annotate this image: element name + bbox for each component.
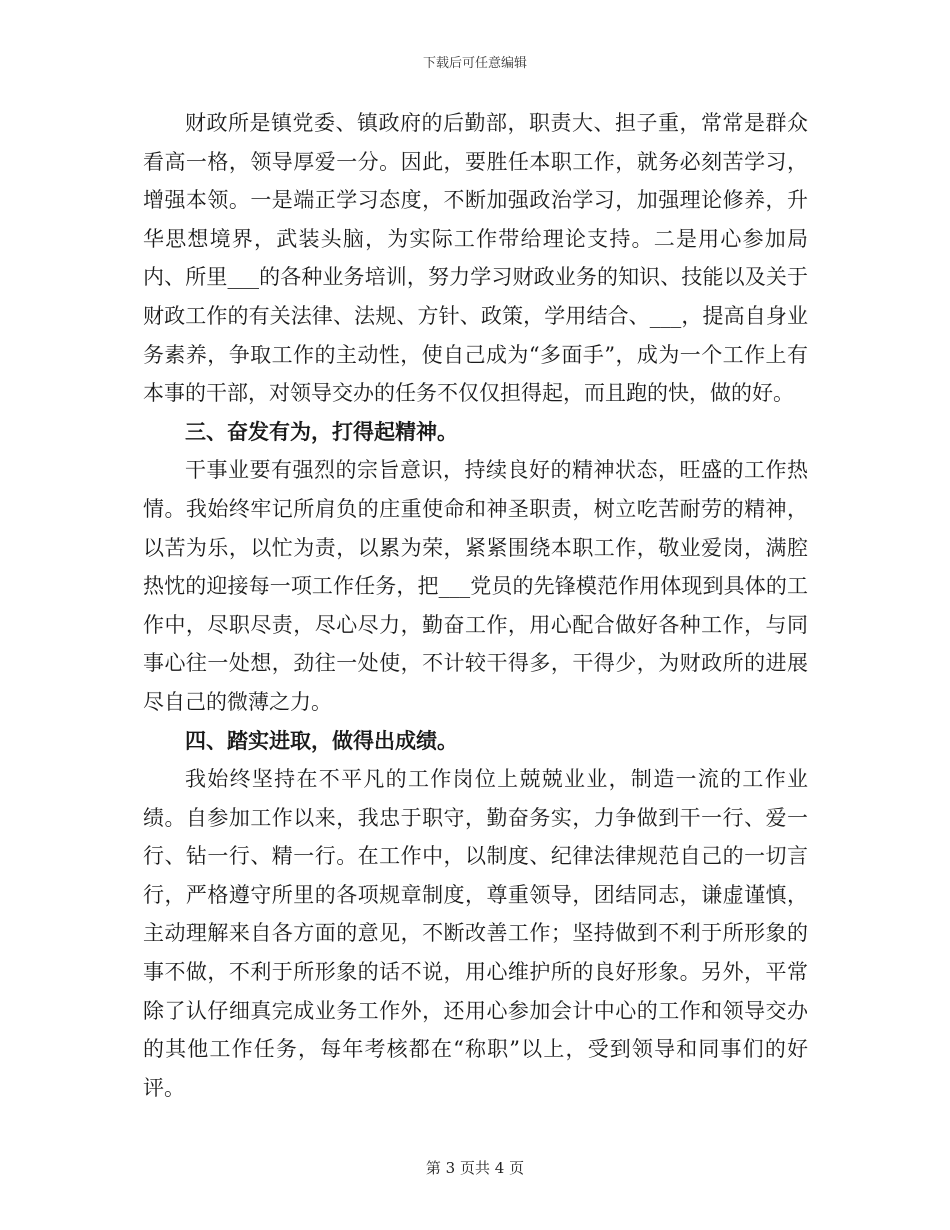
section-heading-4: 四、踏实进取，做得出成绩。 bbox=[185, 728, 458, 753]
paragraph-achievement: 我始终坚持在不平凡的工作岗位上兢兢业业，制造一流的工作业绩。自参加工作以来，我忠于职守，勤奋务实，力争做到干一行、爱一行、钻一行、精一行。在工作中，以制度、纪律法律规范自己的一切言行，严格遵守所里的各项规章制度，尊重领导，团结同志，谦虚谨慎，主动理解来自各方面的意见，不断改善工作；坚持做到不利于所形象的事不做，不利于所形象的话不说，用心维护所的良好形象。另外，平常除了认仔细真完成业务工作外，还用心参加会计中心的工作和领导交办的其他工作任务，每年考核都在“称职”以上，受到领导和同事们的好评。 bbox=[143, 767, 808, 1100]
section-heading-3: 三、奋发有为，打得起精神。 bbox=[185, 419, 458, 444]
page-header: 下载后可任意编辑 bbox=[422, 56, 527, 71]
document-body bbox=[143, 104, 808, 1107]
paragraph-study: 财政所是镇党委、镇政府的后勤部，职责大、担子重，常常是群众看高一格，领导厚爱一分。因此，要胜任本职工作，就务必刻苦学习，增强本领。一是端正学习态度，不断加强政治学习，加强理论修养，升华思想境界，武装头脑，为实际工作带给理论支持。二是用心参加局内、所里___的各种业务培训，努力学习财政业务的知识、技能以及关于财政工作的有关法律、法规、方针、政策，学用结合、___，提高自身业务素养，争取工作的主动性，使自己成为“多面手”，成为一个工作上有本事的干部，对领导交办的任务不仅仅担得起，而且跑的快，做的好。 bbox=[143, 111, 808, 406]
page-number-footer: 第 3 页共 4 页 bbox=[425, 1159, 525, 1177]
paragraph-spirit: 干事业要有强烈的宗旨意识，持续良好的精神状态，旺盛的工作热情。我始终牢记所肩负的庄重使命和神圣职责，树立吃苦耐劳的精神，以苦为乐，以忙为责，以累为荣，紧紧围绕本职工作，敬业爱岗，满腔热忱的迎接每一项工作任务，把___党员的先锋模范作用体现到具体的工作中，尽职尽责，尽心尽力，勤奋工作，用心配合做好各种工作，与同事心往一处想，劲往一处使，不计较干得多，干得少，为财政所的进展尽自己的微薄之力。 bbox=[143, 458, 808, 714]
